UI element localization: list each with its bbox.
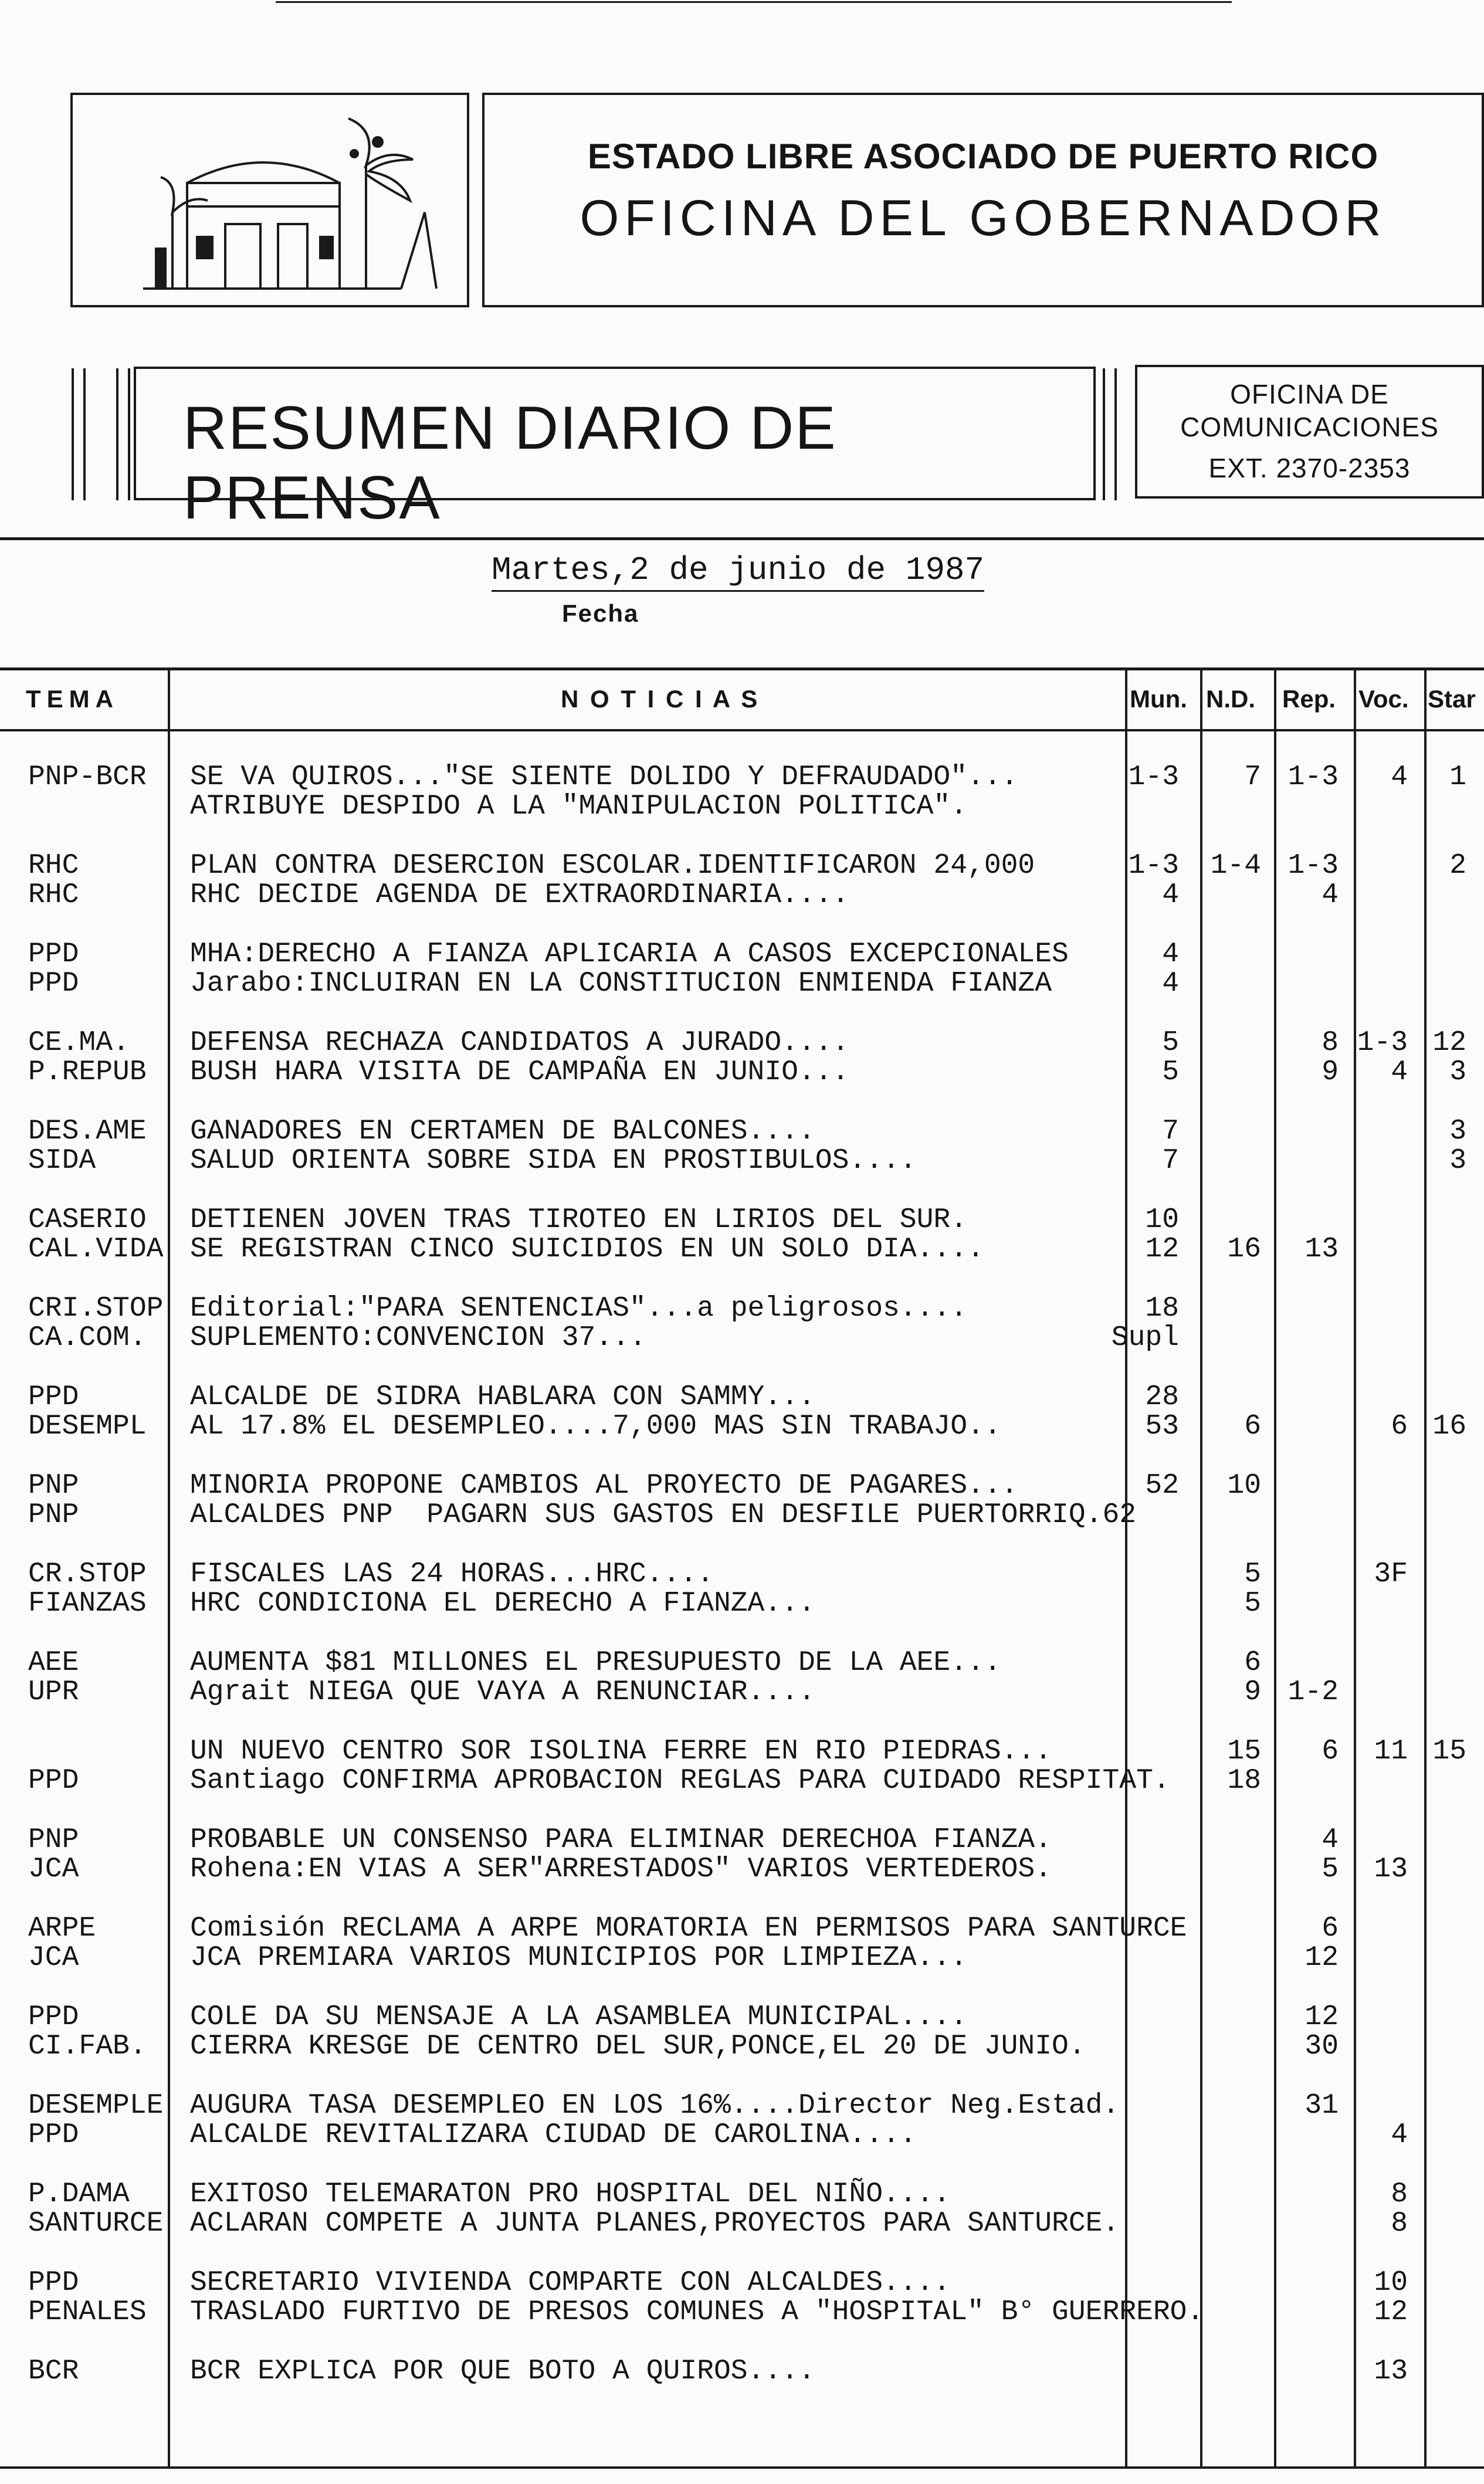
cell-noticia: JCA PREMIARA VARIOS MUNICIPIOS POR LIMPIEZA... <box>190 1942 968 1974</box>
cell-voc: 12 <box>1374 2296 1408 2328</box>
banner-bar <box>1103 368 1105 500</box>
cell-noticia: Jarabo:INCLUIRAN EN LA CONSTITUCION ENMIENDA FIANZA <box>190 968 1052 999</box>
cell-noticia: Comisión RECLAMA A ARPE MORATORIA EN PERMISOS PARA SANTURCE <box>190 1913 1187 1944</box>
cell-tema: SANTURCE <box>28 2208 164 2239</box>
cell-voc: 8 <box>1391 2208 1408 2239</box>
cell-tema: FIANZAS <box>28 1588 147 1619</box>
cell-star: 3 <box>1449 1145 1466 1177</box>
cell-tema: PPD <box>28 2001 79 2033</box>
cell-tema: JCA <box>28 1942 79 1974</box>
cell-noticia: Santiago CONFIRMA APROBACION REGLAS PARA CUIDADO RESPITAT. <box>190 1765 1170 1797</box>
col-header-voc: Voc. <box>1358 685 1409 713</box>
cell-tema: PPD <box>28 1765 79 1797</box>
cell-tema: PNP <box>28 1499 79 1531</box>
office-line-2: COMUNICACIONES <box>1180 412 1439 442</box>
cell-star: 16 <box>1432 1411 1466 1442</box>
col-header-mun: Mun. <box>1130 685 1187 713</box>
cell-tema: PPD <box>28 968 79 999</box>
cell-nd: 6 <box>1244 1647 1261 1679</box>
cell-voc: 8 <box>1391 2178 1408 2210</box>
cell-tema: PNP-BCR <box>28 761 147 793</box>
cell-voc: 4 <box>1391 1056 1408 1088</box>
cell-noticia: PLAN CONTRA DESERCION ESCOLAR.IDENTIFICARON 24,000 <box>190 850 1035 882</box>
cell-noticia: DEFENSA RECHAZA CANDIDATOS A JURADO.... <box>190 1027 849 1059</box>
cell-noticia: RHC DECIDE AGENDA DE EXTRAORDINARIA.... <box>190 879 849 911</box>
cell-tema: RHC <box>28 879 79 911</box>
cell-tema: BCR <box>28 2356 79 2387</box>
cell-tema: PPD <box>28 938 79 970</box>
cell-noticia: SALUD ORIENTA SOBRE SIDA EN PROSTIBULOS.... <box>190 1145 917 1177</box>
col-header-tema: TEMA <box>26 685 119 713</box>
cell-tema: ARPE <box>28 1913 96 1944</box>
cell-star: 15 <box>1432 1736 1466 1767</box>
cell-mun: 18 <box>1145 1293 1179 1324</box>
office-line-1: OFICINA DE <box>1230 379 1389 409</box>
cell-star: 3 <box>1449 1056 1466 1088</box>
cell-mun: 28 <box>1145 1381 1179 1413</box>
cell-mun: 4 <box>1162 938 1179 970</box>
cell-noticia: MHA:DERECHO A FIANZA APLICARIA A CASOS EXCEPCIONALES <box>190 938 1069 970</box>
cell-rep: 4 <box>1322 1824 1339 1856</box>
cell-mun: 1-3 <box>1128 850 1179 882</box>
cell-rep: 8 <box>1322 1027 1339 1059</box>
col-header-noticias: N O T I C I A S <box>561 685 760 713</box>
cell-mun: 5 <box>1162 1056 1179 1088</box>
cell-tema: P.REPUB <box>28 1056 147 1088</box>
cell-tema: P.DAMA <box>28 2178 130 2210</box>
cell-tema: CASERIO <box>28 1204 147 1236</box>
cell-mun: 5 <box>1162 1027 1179 1059</box>
cell-nd: 1-4 <box>1210 850 1261 882</box>
col-divider <box>1424 667 1427 2468</box>
cell-voc: 3F <box>1374 1558 1408 1590</box>
logo-box <box>70 93 469 307</box>
cell-noticia: BCR EXPLICA POR QUE BOTO A QUIROS.... <box>190 2356 815 2387</box>
cell-tema: DES.AME <box>28 1116 147 1147</box>
cell-voc: 4 <box>1391 2119 1408 2151</box>
cell-voc: 10 <box>1374 2267 1408 2299</box>
table-top-rule <box>0 667 1484 670</box>
cell-noticia: SE VA QUIROS..."SE SIENTE DOLIDO Y DEFRAUDADO"... <box>190 761 1018 793</box>
cell-noticia: Editorial:"PARA SENTENCIAS"...a peligrosos.... <box>190 1293 968 1324</box>
cell-voc: 13 <box>1374 2356 1408 2387</box>
cell-star: 1 <box>1449 761 1466 793</box>
cell-noticia: Rohena:EN VIAS A SER"ARRESTADOS" VARIOS VERTEDEROS. <box>190 1853 1052 1885</box>
cell-rep: 1-3 <box>1288 761 1339 793</box>
table-header-rule <box>0 729 1484 731</box>
section-rule <box>0 537 1484 540</box>
cell-tema: SIDA <box>28 1145 96 1177</box>
cell-rep: 1-2 <box>1288 1676 1339 1708</box>
col-divider <box>1274 667 1276 2468</box>
cell-tema: PPD <box>28 2119 79 2151</box>
cell-nd: 7 <box>1244 761 1261 793</box>
cell-nd: 15 <box>1227 1736 1261 1767</box>
cell-tema: CAL.VIDA <box>28 1233 164 1265</box>
cell-rep: 5 <box>1322 1853 1339 1885</box>
cell-star: 3 <box>1449 1116 1466 1147</box>
cell-noticia: FISCALES LAS 24 HORAS...HRC.... <box>190 1558 714 1590</box>
cell-noticia: SECRETARIO VIVIENDA COMPARTE CON ALCALDES.... <box>190 2267 951 2299</box>
cell-tema: PENALES <box>28 2296 147 2328</box>
top-rule <box>276 1 1232 3</box>
banner-bar <box>116 368 118 500</box>
cell-tema: DESEMPLE <box>28 2090 164 2122</box>
banner-bar <box>72 368 74 500</box>
header-title: OFICINA DEL GOBERNADOR <box>580 190 1387 246</box>
cell-noticia: EXITOSO TELEMARATON PRO HOSPITAL DEL NIÑO.... <box>190 2178 951 2210</box>
banner-bar <box>1114 368 1117 500</box>
cell-tema: CR.STOP <box>28 1558 147 1590</box>
document-title: RESUMEN DIARIO DE PRENSA <box>183 394 837 532</box>
cell-nd: 10 <box>1227 1470 1261 1502</box>
cell-rep: 31 <box>1305 2090 1339 2122</box>
cell-mun: 7 <box>1162 1145 1179 1177</box>
cell-noticia: PROBABLE UN CONSENSO PARA ELIMINAR DERECHOA FIANZA. <box>190 1824 1052 1856</box>
cell-tema: RHC <box>28 850 79 882</box>
cell-nd: 5 <box>1244 1558 1261 1590</box>
cell-noticia: UN NUEVO CENTRO SOR ISOLINA FERRE EN RIO PIEDRAS... <box>190 1736 1052 1767</box>
cell-rep: 13 <box>1305 1233 1339 1265</box>
cell-tema: PNP <box>28 1470 79 1502</box>
cell-tema: CRI.STOP <box>28 1293 164 1324</box>
cell-tema: UPR <box>28 1676 79 1708</box>
cell-rep: 6 <box>1322 1913 1339 1944</box>
cell-voc: 11 <box>1374 1736 1408 1767</box>
cell-noticia: ACLARAN COMPETE A JUNTA PLANES,PROYECTOS PARA SANTURCE. <box>190 2208 1120 2239</box>
cell-tema: CI.FAB. <box>28 2031 147 2062</box>
cell-tema: CE.MA. <box>28 1027 130 1059</box>
cell-noticia: SUPLEMENTO:CONVENCION 37... <box>190 1322 646 1354</box>
table-bottom-rule <box>0 2466 1484 2469</box>
cell-nd: 16 <box>1227 1233 1261 1265</box>
cell-tema: PNP <box>28 1824 79 1856</box>
col-header-rep: Rep. <box>1282 685 1336 713</box>
cell-mun: 53 <box>1145 1411 1179 1442</box>
cell-noticia: BUSH HARA VISITA DE CAMPAÑA EN JUNIO... <box>190 1056 849 1088</box>
cell-noticia: TRASLADO FURTIVO DE PRESOS COMUNES A "HOSPITAL" B° GUERRERO. <box>190 2296 1204 2328</box>
cell-tema: AEE <box>28 1647 79 1679</box>
cell-rep: 12 <box>1305 1942 1339 1974</box>
cell-mun: 1-3 <box>1128 761 1179 793</box>
cell-rep: 12 <box>1305 2001 1339 2033</box>
cell-mun: 10 <box>1145 1204 1179 1236</box>
office-box <box>1135 365 1484 499</box>
cell-nd: 5 <box>1244 1588 1261 1619</box>
cell-noticia: GANADORES EN CERTAMEN DE BALCONES.... <box>190 1116 815 1147</box>
cell-voc: 4 <box>1391 761 1408 793</box>
col-header-star: Star <box>1428 685 1476 713</box>
cell-noticia: AL 17.8% EL DESEMPLEO....7,000 MAS SIN TRABAJO.. <box>190 1411 1001 1442</box>
cell-tema: DESEMPL <box>28 1411 147 1442</box>
cell-nd: 9 <box>1244 1676 1261 1708</box>
col-divider <box>1200 667 1202 2468</box>
cell-mun: 4 <box>1162 879 1179 911</box>
cell-noticia: ALCALDE REVITALIZARA CIUDAD DE CAROLINA.... <box>190 2119 917 2151</box>
cell-noticia: ALCALDE DE SIDRA HABLARA CON SAMMY... <box>190 1381 815 1413</box>
cell-noticia: MINORIA PROPONE CAMBIOS AL PROYECTO DE PAGARES... <box>190 1470 1018 1502</box>
cell-noticia: SE REGISTRAN CINCO SUICIDIOS EN UN SOLO DIA.... <box>190 1233 984 1265</box>
cell-noticia: HRC CONDICIONA EL DERECHO A FIANZA... <box>190 1588 815 1619</box>
cell-rep: 30 <box>1305 2031 1339 2062</box>
col-divider <box>1354 667 1356 2468</box>
cell-mun: 52 <box>1145 1470 1179 1502</box>
cell-rep: 4 <box>1322 879 1339 911</box>
cell-rep: 1-3 <box>1288 850 1339 882</box>
cell-noticia: ATRIBUYE DESPIDO A LA "MANIPULACION POLITICA". <box>190 791 968 822</box>
banner-bar <box>83 368 86 500</box>
cell-star: 12 <box>1432 1027 1466 1059</box>
cell-mun: 12 <box>1145 1233 1179 1265</box>
cell-noticia: Agrait NIEGA QUE VAYA A RENUNCIAR.... <box>190 1676 815 1708</box>
col-header-nd: N.D. <box>1206 685 1255 713</box>
cell-voc: 6 <box>1391 1411 1408 1442</box>
gov-header-box <box>482 93 1484 307</box>
cell-star: 2 <box>1449 850 1466 882</box>
cell-mun: Supl <box>1111 1322 1179 1354</box>
cell-mun: 7 <box>1162 1116 1179 1147</box>
cell-tema: JCA <box>28 1853 79 1885</box>
date-value: Martes,2 de junio de 1987 <box>492 551 984 592</box>
cell-voc: 13 <box>1374 1853 1408 1885</box>
cell-voc: 1-3 <box>1357 1027 1408 1059</box>
cell-noticia: CIERRA KRESGE DE CENTRO DEL SUR,PONCE,EL 20 DE JUNIO. <box>190 2031 1086 2062</box>
col-divider <box>168 667 170 2468</box>
cell-tema: CA.COM. <box>28 1322 147 1354</box>
header-subtitle: ESTADO LIBRE ASOCIADO DE PUERTO RICO <box>587 137 1379 176</box>
cell-noticia: AUMENTA $81 MILLONES EL PRESUPUESTO DE LA AEE... <box>190 1647 1001 1679</box>
cell-rep: 6 <box>1322 1736 1339 1767</box>
date-label: Fecha <box>562 599 639 627</box>
office-line-3: EXT. 2370-2353 <box>1208 453 1411 483</box>
cell-noticia: ALCALDES PNP PAGARN SUS GASTOS EN DESFILE PUERTORRIQ.62 <box>190 1499 1137 1531</box>
cell-nd: 6 <box>1244 1411 1261 1442</box>
cell-tema: PPD <box>28 2267 79 2299</box>
cell-mun: 4 <box>1162 968 1179 999</box>
cell-nd: 18 <box>1227 1765 1261 1797</box>
cell-noticia: AUGURA TASA DESEMPLEO EN LOS 16%....Director Neg.Estad. <box>190 2090 1120 2122</box>
col-divider <box>1125 667 1127 2468</box>
cell-tema: PPD <box>28 1381 79 1413</box>
cell-noticia: DETIENEN JOVEN TRAS TIROTEO EN LIRIOS DEL SUR. <box>190 1204 968 1236</box>
fortaleza-logo <box>73 95 467 305</box>
cell-noticia: COLE DA SU MENSAJE A LA ASAMBLEA MUNICIPAL.... <box>190 2001 968 2033</box>
banner-bar <box>128 368 130 500</box>
resumen-box <box>134 367 1096 532</box>
cell-rep: 9 <box>1322 1056 1339 1088</box>
